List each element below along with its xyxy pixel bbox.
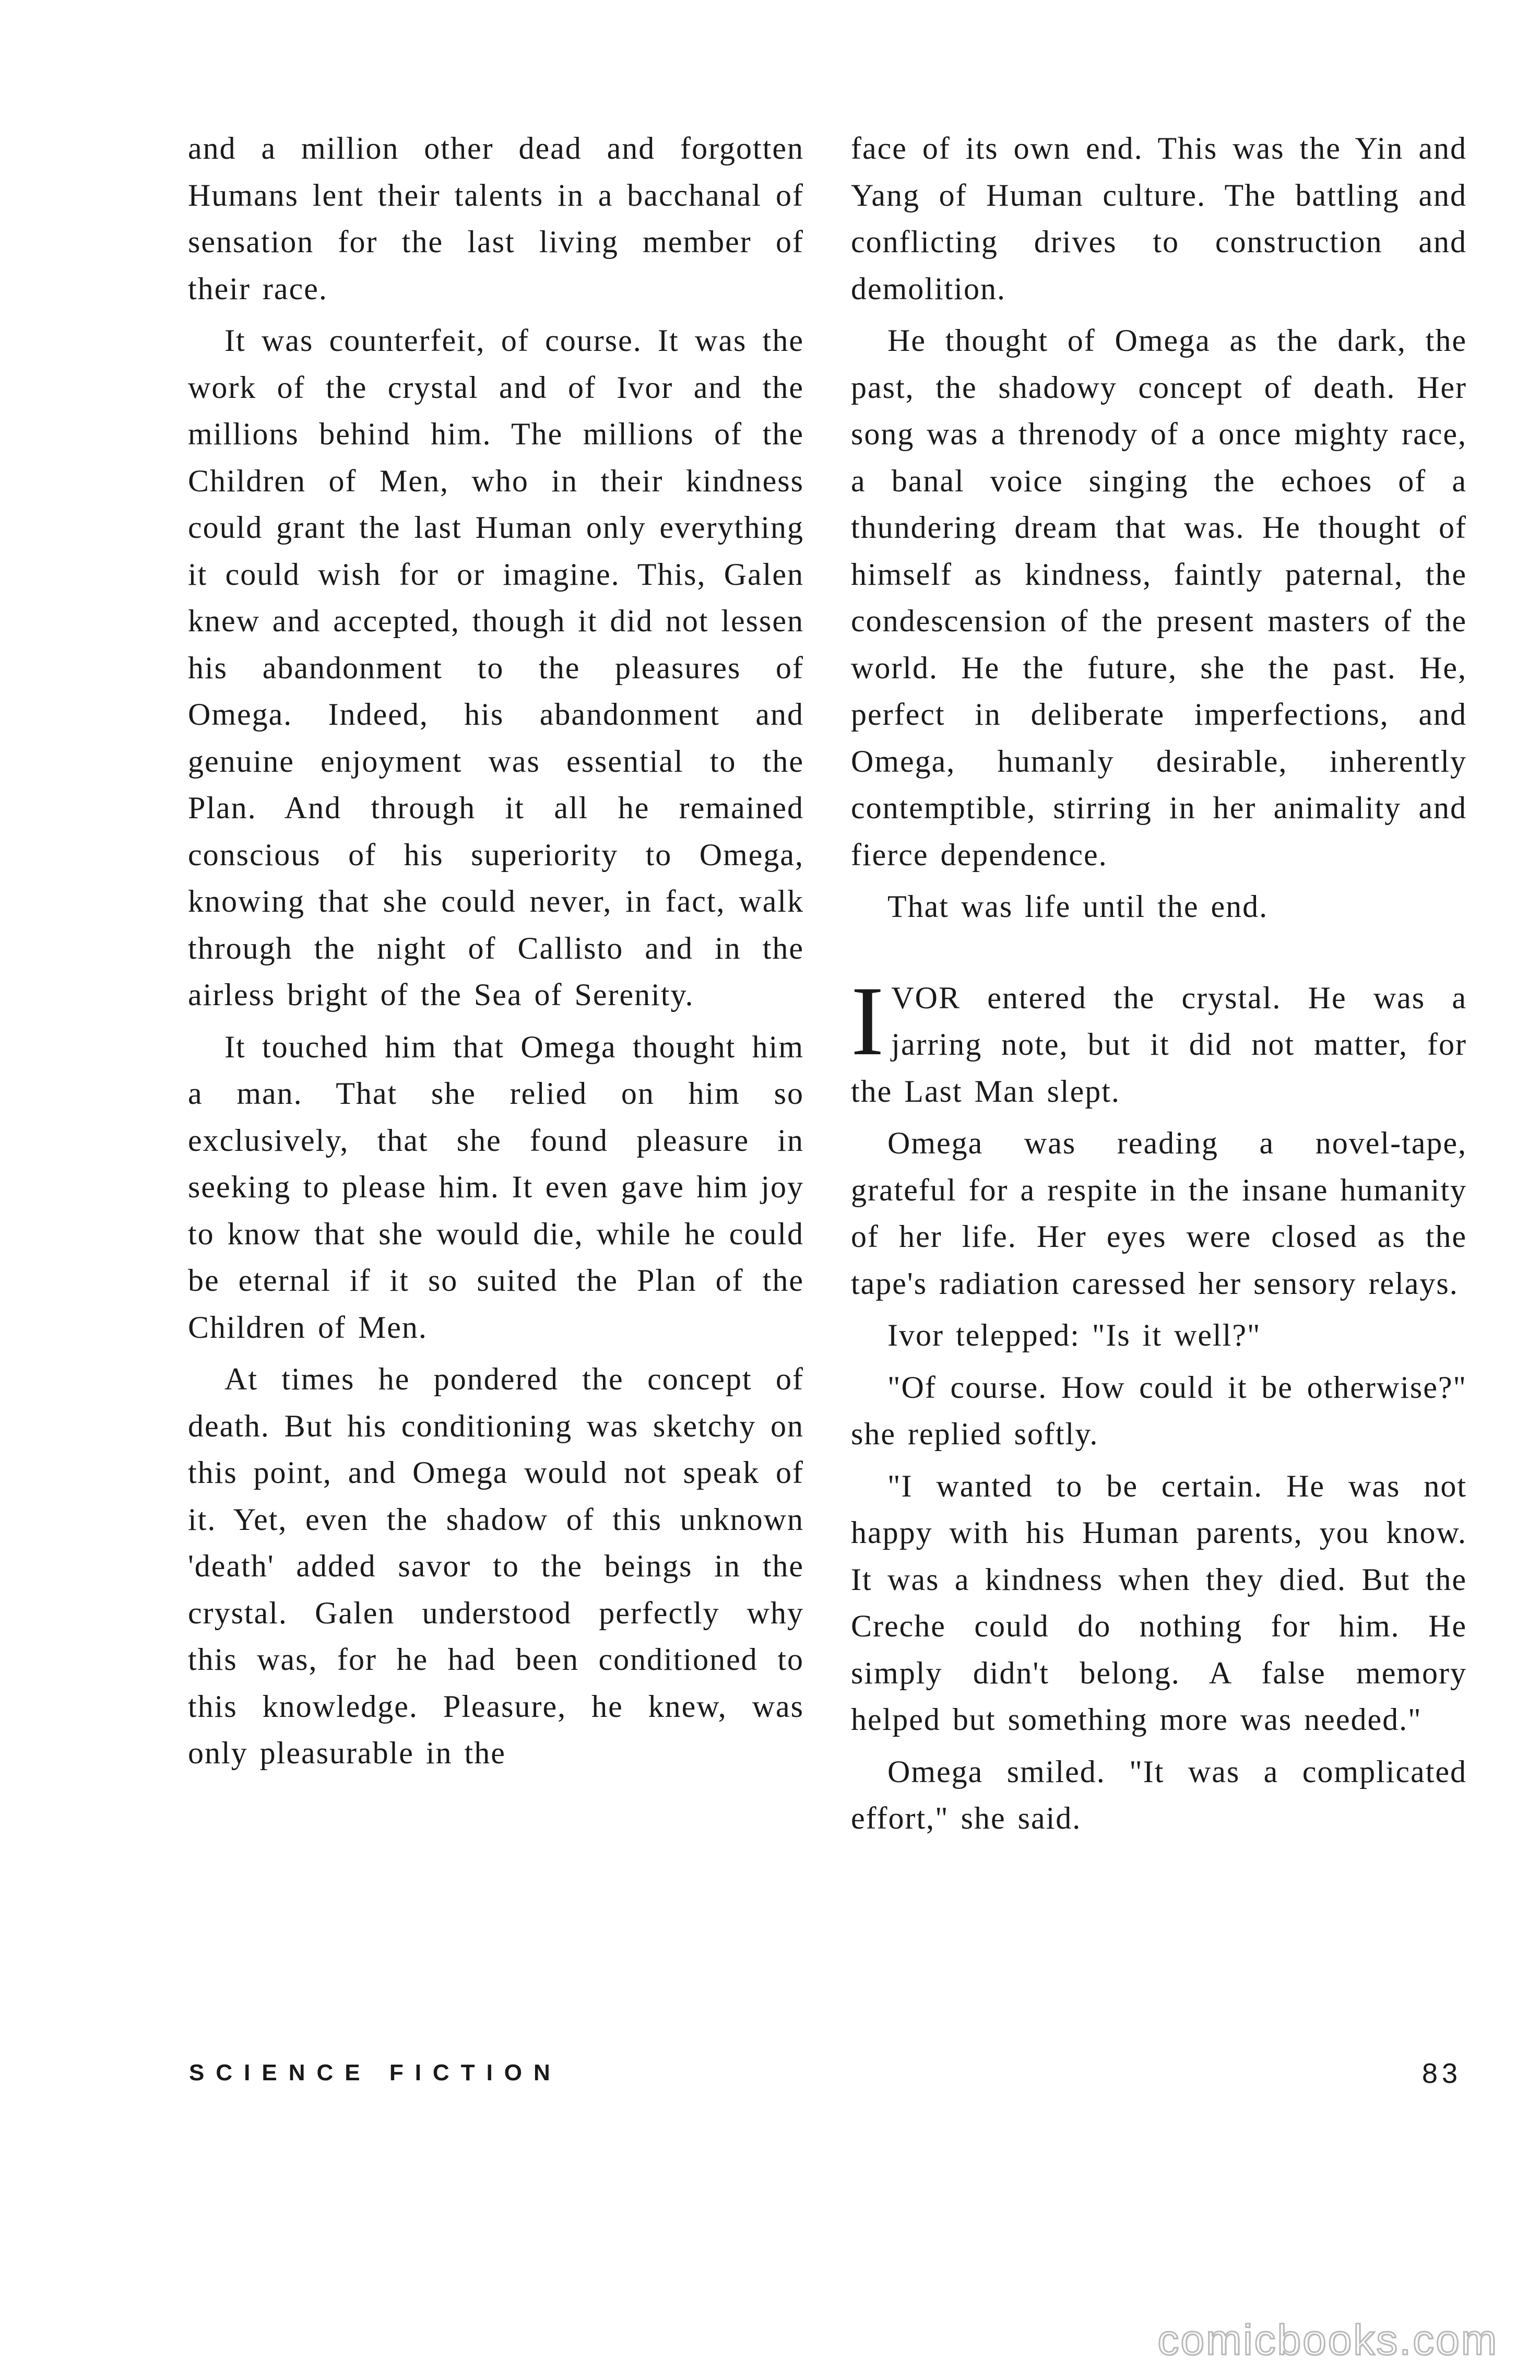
section-start-paragraph xyxy=(851,966,1467,1115)
drop-cap-letter: I xyxy=(851,966,885,1076)
section-first-paragraph-text: VOR entered the crystal. He was a jarring note, but it did not matter, for the Last Man slept. xyxy=(851,980,1467,1109)
left-text-column xyxy=(188,125,804,1782)
paragraph-yin-yang: face of its own end. This was the Yin and Yang of Human culture. The battling and conflicting drives to construction and demolition. xyxy=(851,131,1467,306)
paragraph-counterfeit: It was counterfeit, of course. It was the work of the crystal and of Ivor and the millions behind him. The millions of the Children of Men, who in their kindness could grant the last Human only everything it could wish for or imagine. This, Galen knew and accepted, though it did not lessen his abandonment to the pleasures of Omega. Indeed, his abandonment and genuine enjoyment was essential to the Plan. And through it all he remained conscious of his superiority to Omega, knowing that she could never, in fact, walk through the night of Callisto and in the airless bright of the Sea of Serenity. xyxy=(188,323,804,1012)
paragraph-omega-smiled: Omega smiled. "It was a complicated effort," she said. xyxy=(851,1754,1467,1835)
paragraph-continuation: and a million other dead and forgotten Humans lent their talents in a bacchanal of sensation for the last living member of their race. xyxy=(188,131,804,306)
paragraph-concept-of-death: At times he pondered the concept of death. But his conditioning was sketchy on this point, and Omega would not speak of it. Yet, even the shadow of this unknown 'death' added savor to the beings in the crystal. Galen understood perfectly why this was, for he had been conditioned to this knowledge. Pleasure, he knew, was only pleasurable in the xyxy=(188,1362,804,1770)
paragraph-ivor-telepped: Ivor telepped: "Is it well?" xyxy=(887,1318,1261,1352)
paragraph-novel-tape: Omega was reading a novel-tape, grateful for a respite in the insane humanity of her life. Her eyes were closed as the tape's radiation caressed her sensory relays. xyxy=(851,1126,1467,1301)
paragraph-omega-as-dark: He thought of Omega as the dark, the past, the shadowy concept of death. Her song was a threnody of a once mighty race, a banal voice singing the echoes of a thundering dream that was. He thought of himself as kindness, faintly paternal, the condescension of the present masters of the world. He the future, she the past. He, perfect in deliberate imperfections, and Omega, humanly desirable, inherently contemptible, stirring in her animality and fierce dependence. xyxy=(851,323,1467,872)
page-number: 83 xyxy=(1421,2058,1462,2089)
paragraph-life-until-end: That was life until the end. xyxy=(887,889,1269,924)
paragraph-wanted-certain: "I wanted to be certain. He was not happy with his Human parents, you know. It was a kindness when they died. But the Creche could do nothing for him. He simply didn't belong. A false memory helped but something more was needed." xyxy=(851,1468,1467,1737)
watermark-logo: comicbooks.com xyxy=(1157,2316,1498,2364)
paragraph-touched-him: It touched him that Omega thought him a man. That she relied on him so exclusively, that she found pleasure in seeking to please him. It even gave him joy to know that she would die, while he could be eternal if it so suited the Plan of the Children of Men. xyxy=(188,1029,804,1345)
magazine-title-footer: SCIENCE FICTION xyxy=(189,2060,562,2086)
paragraph-of-course: "Of course. How could it be otherwise?" she replied softly. xyxy=(851,1370,1467,1451)
right-text-column xyxy=(851,125,1467,1847)
